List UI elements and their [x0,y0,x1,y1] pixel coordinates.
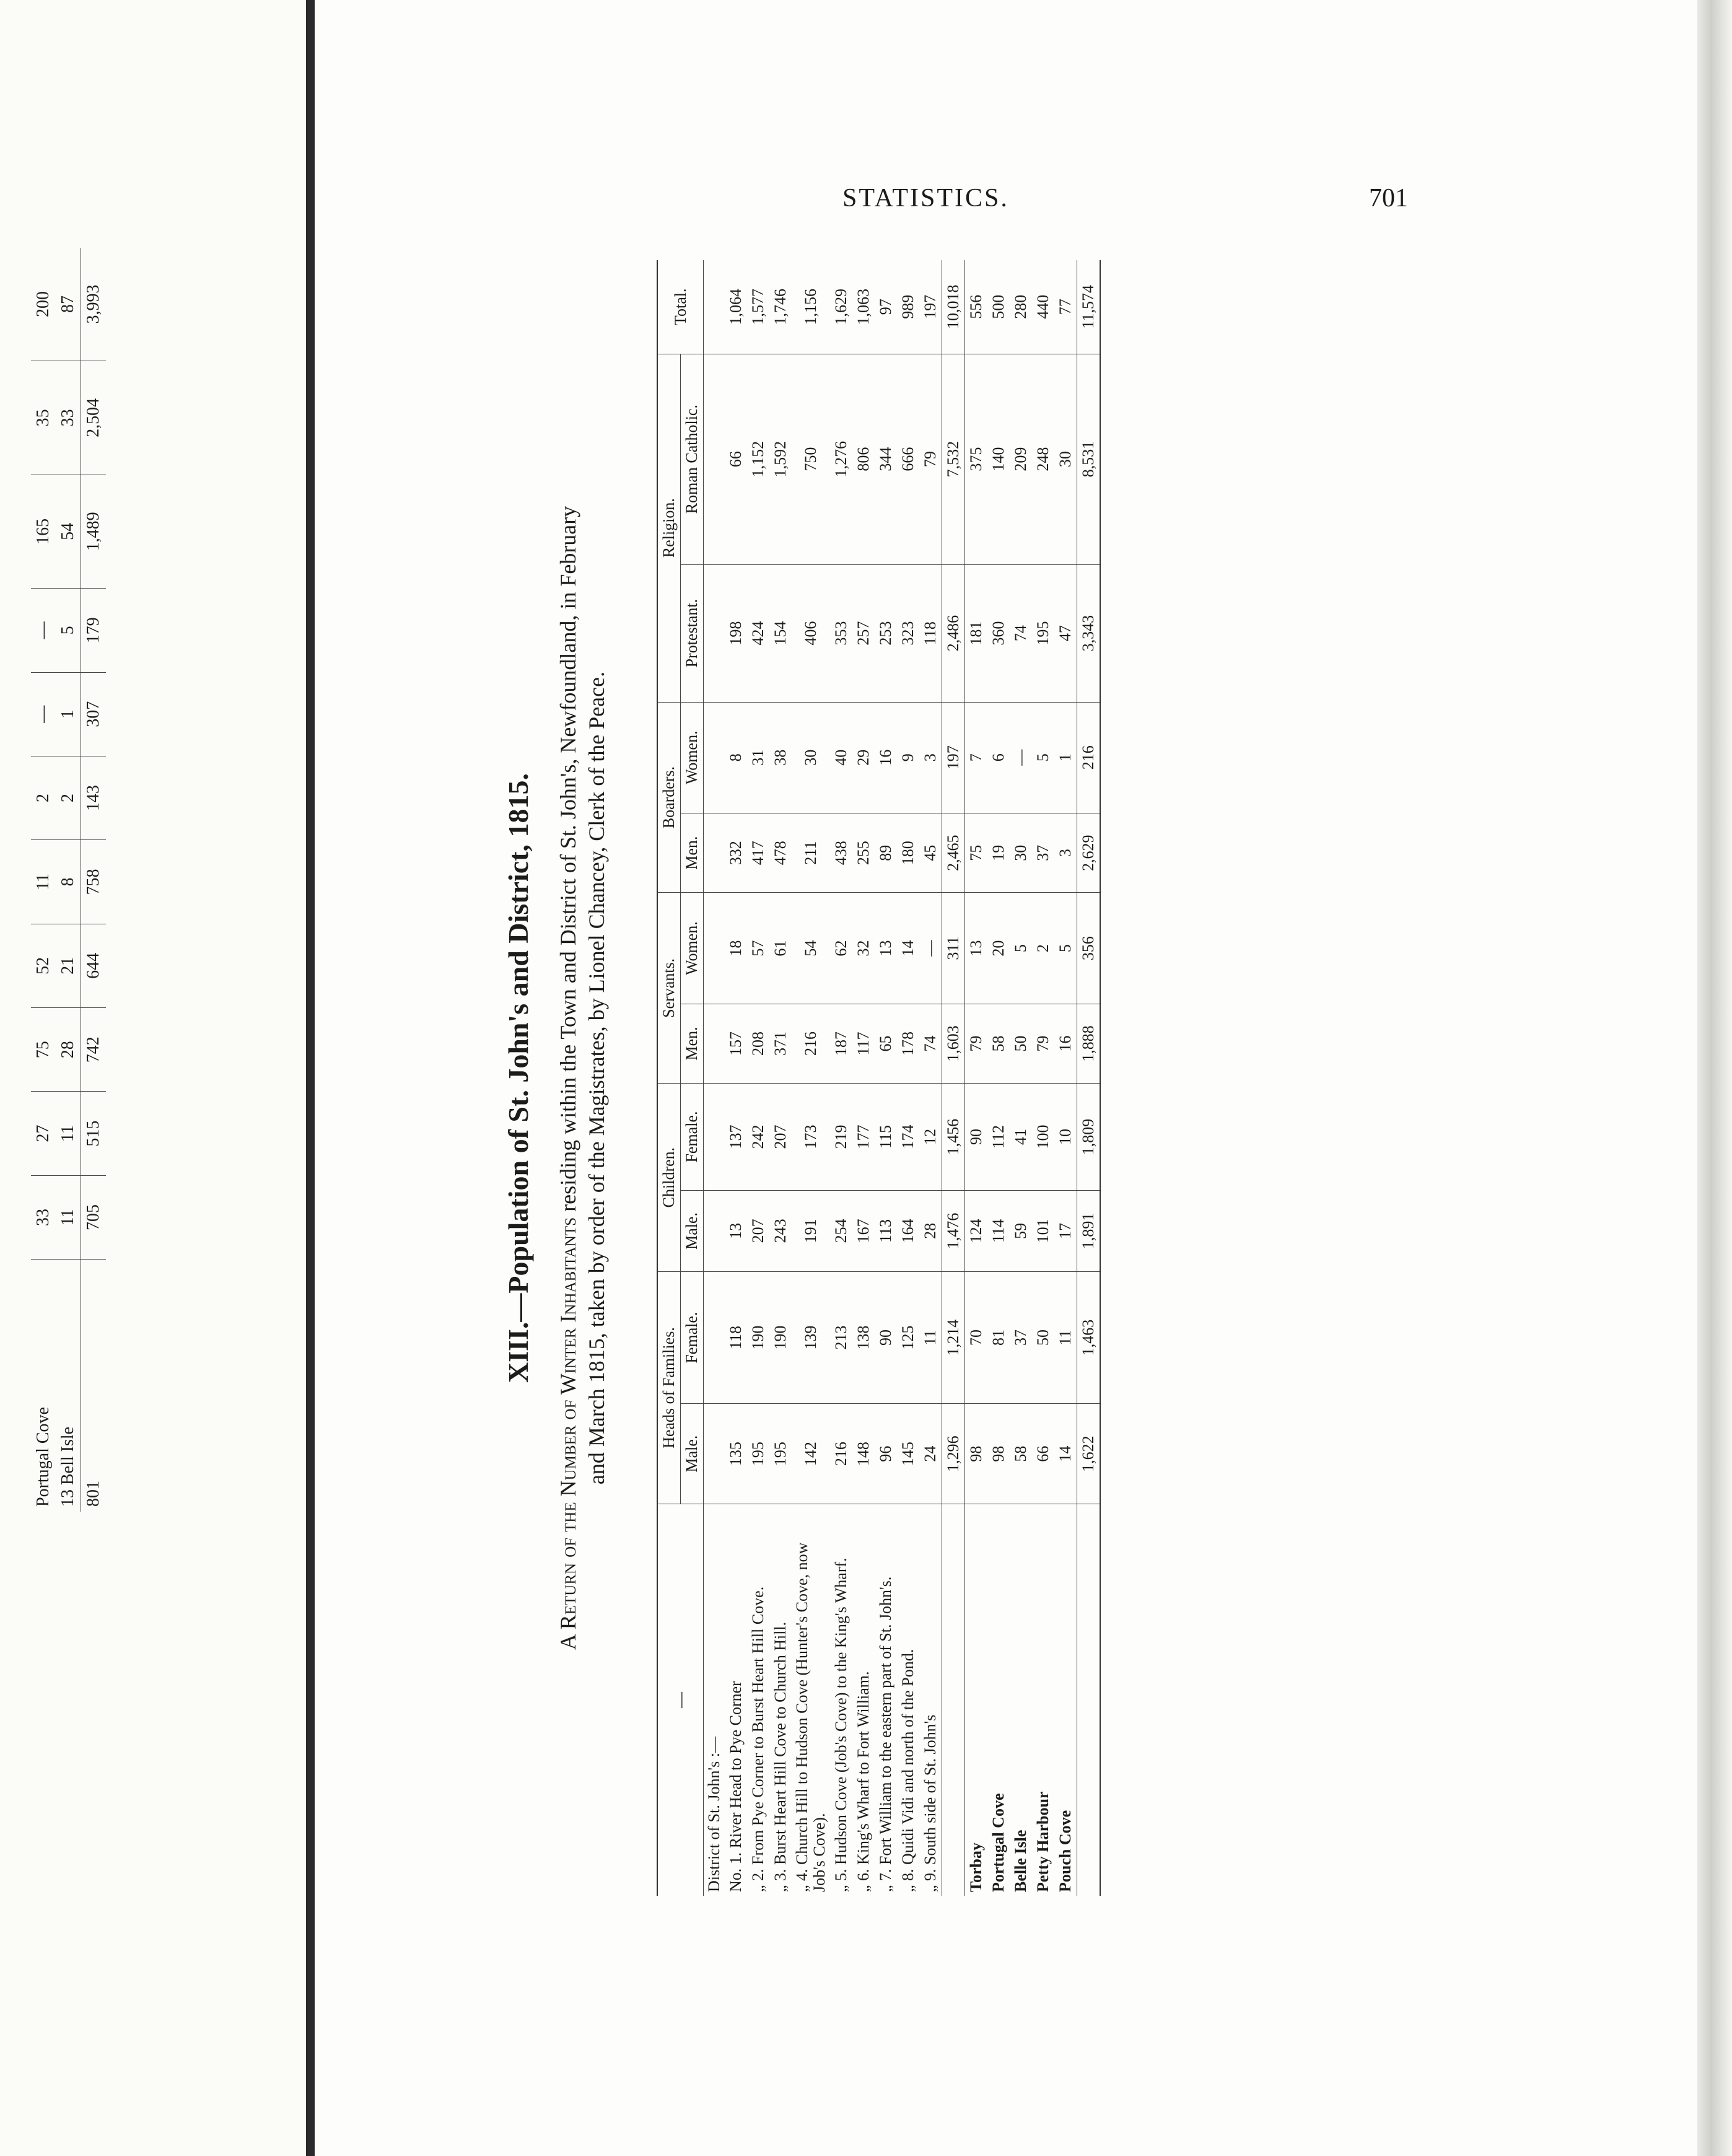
row-value: 65 [875,1004,897,1084]
previous-page [0,0,306,2156]
subhead: Female. [681,1084,704,1191]
row-value: 52 [31,924,56,1007]
outport-row [1010,260,1032,1896]
row-value: 6 [987,702,1010,813]
subtotal-value: 197 [942,702,965,813]
total-value: 2,504 [81,361,107,475]
total-value: 644 [81,924,107,1007]
row-value: 3 [1054,813,1077,893]
total-value: 1,891 [1077,1190,1101,1271]
row-value: 2 [56,756,81,839]
group-total: Total. [657,260,704,354]
row-value: 165 [31,475,56,589]
group-religion: Religion. [657,354,681,702]
row-value: 79 [965,1004,988,1084]
row-value: 19 [987,813,1010,893]
district-row [725,260,747,1896]
row-value: 191 [792,1190,830,1271]
row-value: 207 [747,1190,769,1271]
row-value: 45 [919,813,942,893]
row-value: 5 [1010,893,1032,1004]
row-value: 174 [897,1084,919,1191]
empty-cell [704,1404,725,1504]
row-value: 16 [875,702,897,813]
row-value: 211 [792,813,830,893]
row-value: 209 [1010,354,1032,564]
row-value: 12 [919,1084,942,1191]
empty-cell [704,1084,725,1191]
row-value: 344 [875,354,897,564]
row-value: 253 [875,564,897,702]
row-value: 28 [919,1190,942,1271]
row-label: „ 5. Hudson Cove (Job's Cove) to the King's Wharf. [832,1558,850,1892]
row-value: 478 [769,813,792,893]
row-value: 27 [31,1092,56,1175]
row-value: 114 [987,1190,1010,1271]
group-heads-of-families: Heads of Families. [657,1271,681,1504]
empty-cell [704,893,725,1004]
row-value: 115 [875,1084,897,1191]
row-value: 37 [1010,1271,1032,1403]
book-gutter [306,0,315,2156]
row-value: 75 [31,1008,56,1092]
row-value: 2 [1032,893,1054,1004]
row-value: 257 [852,564,875,702]
row-value: 89 [875,813,897,893]
row-value: 1,152 [747,354,769,564]
row-value: 13 [725,1190,747,1271]
row-value: 198 [725,564,747,702]
row-value: 40 [830,702,852,813]
row-value: 1,746 [769,260,792,354]
row-value: 207 [769,1084,792,1191]
total-value: 8,531 [1077,354,1101,564]
subtotal-value: 1,476 [942,1190,965,1271]
row-value: 3 [919,702,942,813]
row-value: 113 [875,1190,897,1271]
row-value: 79 [1032,1004,1054,1084]
row-value: — [31,589,56,672]
subhead: Men. [681,813,704,893]
row-value: 353 [830,564,852,702]
subhead: Male. [681,1190,704,1271]
row-value: 118 [725,1271,747,1403]
caption-line-2: and March 1815, taken by order of the Magistrates, by Lionel Chancey, Clerk of the Peace. [584,671,609,1485]
row-value: 190 [747,1271,769,1403]
row-value: 1,629 [830,260,852,354]
row-value: 167 [852,1190,875,1271]
row-value: 14 [897,893,919,1004]
row-value: 323 [897,564,919,702]
row-value: 11 [1054,1271,1077,1403]
row-value: 417 [747,813,769,893]
row-value: 154 [769,564,792,702]
row-label: „ 7. Fort William to the eastern part of St. John's. [877,1576,894,1892]
row-value: 77 [1054,260,1077,354]
row-label: „ 9. South side of St. John's [921,1714,939,1892]
row-value: 213 [830,1271,852,1403]
row-value: 438 [830,813,852,893]
district-row [897,260,919,1896]
row-value: 140 [987,354,1010,564]
row-value: 17 [1054,1190,1077,1271]
row-value: 58 [1010,1404,1032,1504]
empty-cell [704,354,725,564]
row-value: 11 [56,1092,81,1175]
total-value: 758 [81,840,107,924]
row-value: — [1010,702,1032,813]
row-value: 87 [56,248,81,361]
group-children: Children. [657,1084,681,1272]
outport-row [1032,260,1054,1896]
row-value: 180 [897,813,919,893]
row-label: No. 1. River Head to Pye Corner [727,1681,745,1892]
district-row [875,260,897,1896]
row-value: 13 [965,893,988,1004]
row-label: Portugal Cove [989,1793,1007,1892]
row-value: 8 [56,840,81,924]
row-value: 173 [792,1084,830,1191]
row-value: 54 [56,475,81,589]
row-value: 371 [769,1004,792,1084]
subhead: Protestant. [681,564,704,702]
previous-page-row [31,248,56,1512]
total-value: 3,993 [81,248,107,361]
row-value: 666 [897,354,919,564]
subtotal-value: 311 [942,893,965,1004]
row-value: 16 [1054,1004,1077,1084]
rotated-table-block [502,260,1369,1896]
previous-page-table [31,248,106,1512]
district-row [769,260,792,1896]
row-value: 118 [919,564,942,702]
district-row [830,260,852,1896]
row-value: 41 [1010,1084,1032,1191]
total-value: 356 [1077,893,1101,1004]
row-value: 145 [897,1404,919,1504]
grand-total-row [1077,260,1101,1896]
subhead: Male. [681,1404,704,1504]
total-value: 1,809 [1077,1084,1101,1191]
row-value: 58 [987,1004,1010,1084]
row-value: 500 [987,260,1010,354]
row-value: 37 [1032,813,1054,893]
row-value: 101 [1032,1190,1054,1271]
row-value: 157 [725,1004,747,1084]
total-value: 216 [1077,702,1101,813]
row-value: 190 [769,1271,792,1403]
row-value: 30 [1054,354,1077,564]
row-value: 14 [1054,1404,1077,1504]
row-value: 195 [769,1404,792,1504]
row-value: 440 [1032,260,1054,354]
row-value: 61 [769,893,792,1004]
table-caption [554,260,611,1896]
row-value: 35 [31,361,56,475]
group-servants: Servants. [657,893,681,1084]
row-value: 1,276 [830,354,852,564]
row-label: Torbay [967,1843,985,1892]
row-value: 248 [1032,354,1054,564]
row-value: 33 [56,361,81,475]
row-value: 33 [31,1175,56,1259]
row-value: 195 [747,1404,769,1504]
row-value: 62 [830,893,852,1004]
page-number: 701 [1369,184,1408,213]
district-row [852,260,875,1896]
row-value: 31 [747,702,769,813]
row-value: 177 [852,1084,875,1191]
row-value: 2 [31,756,56,839]
row-value: 98 [987,1404,1010,1504]
total-label: 801 [81,1260,107,1512]
row-value: 10 [1054,1084,1077,1191]
row-value: 164 [897,1190,919,1271]
subhead: Female. [681,1271,704,1403]
row-value: 1 [1054,702,1077,813]
empty-cell [704,1271,725,1403]
district-row [919,260,942,1896]
subhead: Men. [681,1004,704,1084]
district-row [792,260,830,1896]
total-label-cell [1077,1504,1101,1896]
total-value: 742 [81,1008,107,1092]
row-value: 54 [792,893,830,1004]
row-label: „ 8. Quidi Vidi and north of the Pond. [899,1649,917,1892]
row-value: 1,063 [852,260,875,354]
row-value: 125 [897,1271,919,1403]
row-value: — [919,893,942,1004]
row-label: Portugal Cove [33,1407,53,1507]
row-value: 178 [897,1004,919,1084]
row-value: 1,156 [792,260,830,354]
subtotal-value: 2,486 [942,564,965,702]
previous-page-total-row [81,248,107,1512]
row-value: 989 [897,260,919,354]
row-value: 13 [875,893,897,1004]
row-value: 11 [31,840,56,924]
row-value: 216 [792,1004,830,1084]
row-value: 139 [792,1271,830,1403]
row-value: 200 [31,248,56,361]
row-value: 242 [747,1084,769,1191]
row-value: 1,592 [769,354,792,564]
row-label: Belle Isle [1012,1830,1030,1892]
district-row [747,260,769,1896]
row-value: 1,577 [747,260,769,354]
row-value: 81 [987,1271,1010,1403]
row-value: 38 [769,702,792,813]
caption-lead: A Return of the Number of Winter Inhabitants [556,1217,580,1650]
row-value: 21 [56,924,81,1007]
empty-cell [704,1190,725,1271]
row-value: 195 [1032,564,1054,702]
row-value: 18 [725,893,747,1004]
row-label: „ 3. Burst Heart Hill Cove to Church Hill. [771,1621,789,1892]
row-value: 255 [852,813,875,893]
row-value: 50 [1010,1004,1032,1084]
row-value: 360 [987,564,1010,702]
total-value: 705 [81,1175,107,1259]
row-value: 5 [1054,893,1077,1004]
row-value: 66 [725,354,747,564]
row-value: 96 [875,1404,897,1504]
row-value: 74 [1010,564,1032,702]
group-boarders: Boarders. [657,702,681,893]
row-value: 90 [875,1271,897,1403]
row-value: 219 [830,1084,852,1191]
row-value: 98 [965,1404,988,1504]
row-value: 208 [747,1004,769,1084]
row-value: 216 [830,1404,852,1504]
row-value: 5 [1032,702,1054,813]
total-value: 11,574 [1077,260,1101,354]
row-value: 20 [987,893,1010,1004]
row-value: 9 [897,702,919,813]
caption-rest: residing within the Town and District of St. John's, Newfoundland, in February [556,506,580,1217]
row-value: 197 [919,260,942,354]
empty-cell [704,813,725,893]
row-value: 30 [1010,813,1032,893]
row-label: 13 Bell Isle [58,1426,77,1507]
row-value: 7 [965,702,988,813]
row-label: Petty Harbour [1034,1791,1052,1892]
row-value: 29 [852,702,875,813]
row-value: 124 [965,1190,988,1271]
outport-row [965,260,988,1896]
table-title: XIII.—Population of St. John's and District, 1815. [502,773,534,1383]
subtotal-value: 2,465 [942,813,965,893]
row-value: 32 [852,893,875,1004]
row-value: 806 [852,354,875,564]
row-value: 50 [1032,1271,1054,1403]
row-value: 1 [56,672,81,756]
row-value: 100 [1032,1084,1054,1191]
total-value: 179 [81,589,107,672]
row-value: 254 [830,1190,852,1271]
empty-cell [704,702,725,813]
subtotal-value: 1,456 [942,1084,965,1191]
subhead: Roman Catholic. [681,354,704,564]
row-value: 142 [792,1404,830,1504]
running-head: STATISTICS. [842,184,1009,213]
row-value: 117 [852,1004,875,1084]
row-value: 79 [919,354,942,564]
row-value: 75 [965,813,988,893]
row-value: 66 [1032,1404,1054,1504]
row-value: 28 [56,1008,81,1092]
empty-cell [704,564,725,702]
row-value: 424 [747,564,769,702]
row-value: 11 [919,1271,942,1403]
row-value: 135 [725,1404,747,1504]
row-value: 97 [875,260,897,354]
subtotal-value: 7,532 [942,354,965,564]
total-value: 1,622 [1077,1404,1101,1504]
subhead: Women. [681,893,704,1004]
row-value: 138 [852,1271,875,1403]
row-value: 11 [56,1175,81,1259]
subtotal-value: 1,214 [942,1271,965,1403]
total-value: 515 [81,1092,107,1175]
row-value: 556 [965,260,988,354]
row-value: 332 [725,813,747,893]
row-value: 137 [725,1084,747,1191]
row-value: 280 [1010,260,1032,354]
row-value: 750 [792,354,830,564]
subtotal-row [942,260,965,1896]
row-value: 243 [769,1190,792,1271]
row-label: Pouch Cove [1056,1810,1074,1892]
row-value: 70 [965,1271,988,1403]
row-value: 375 [965,354,988,564]
row-label: „ 4. Church Hill to Hudson Cove (Hunter's Cove, now Job's Cove). [793,1542,828,1892]
total-value: 143 [81,756,107,839]
row-value: 24 [919,1404,942,1504]
total-value: 307 [81,672,107,756]
previous-page-table-rotated [31,248,279,1512]
row-value: 74 [919,1004,942,1084]
row-value: 59 [1010,1190,1032,1271]
total-value: 1,489 [81,475,107,589]
total-value: 2,629 [1077,813,1101,893]
row-value: 187 [830,1004,852,1084]
subtotal-label-cell [942,1504,965,1896]
row-value: 8 [725,702,747,813]
total-value: 3,343 [1077,564,1101,702]
subtotal-value: 1,603 [942,1004,965,1084]
total-value: 1,888 [1077,1004,1101,1084]
outport-row [987,260,1010,1896]
empty-cell [704,1004,725,1084]
column-label: — [657,1504,704,1896]
subhead: Women. [681,702,704,813]
subtotal-value: 10,018 [942,260,965,354]
subtotal-value: 1,296 [942,1404,965,1504]
outport-row [1054,260,1077,1896]
previous-page-row [56,248,81,1512]
row-value: 30 [792,702,830,813]
row-value: — [31,672,56,756]
row-value: 148 [852,1404,875,1504]
row-value: 112 [987,1084,1010,1191]
district-label: District of St. John's :— [705,1737,723,1892]
population-table [657,260,1101,1896]
row-label: „ 6. King's Wharf to Fort William. [854,1671,872,1892]
district-heading-row [704,260,725,1896]
row-value: 406 [792,564,830,702]
row-value: 90 [965,1084,988,1191]
row-value: 57 [747,893,769,1004]
total-value: 1,463 [1077,1271,1101,1403]
row-label: „ 2. From Pye Corner to Burst Heart Hill Cove. [749,1586,767,1892]
page-edge [1697,0,1732,2156]
row-value: 1,064 [725,260,747,354]
row-value: 5 [56,589,81,672]
row-value: 181 [965,564,988,702]
empty-cell [704,260,725,354]
row-value: 47 [1054,564,1077,702]
